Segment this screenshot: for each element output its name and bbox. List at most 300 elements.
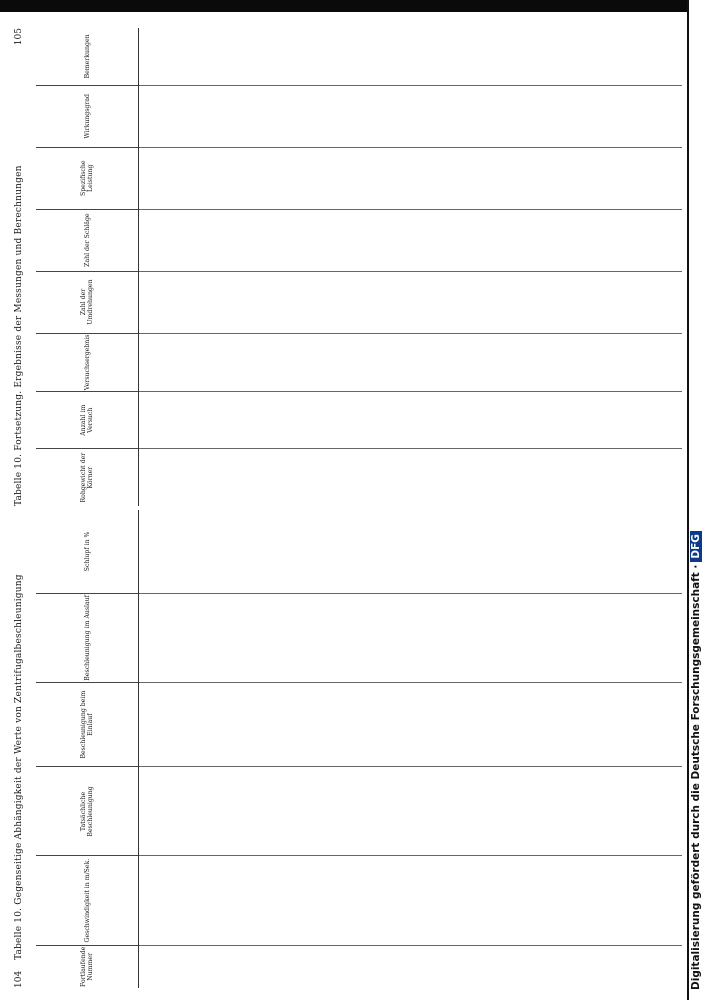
left-table xyxy=(36,510,682,988)
table-cell xyxy=(271,271,286,333)
table-cell xyxy=(608,85,623,147)
table-cell xyxy=(638,767,653,856)
table-cell xyxy=(417,271,432,333)
table-cell xyxy=(491,767,506,856)
table-cell xyxy=(447,682,462,767)
table-cell xyxy=(154,767,169,856)
table-cell xyxy=(212,28,227,85)
table-cell xyxy=(227,945,242,988)
table-row xyxy=(491,510,506,988)
left-running-head: Tabelle 10. Gegenseitige Abhängigkeit der Werte von Zentrifugalbeschleunigung xyxy=(14,574,24,960)
table-cell xyxy=(564,147,579,209)
table-cell xyxy=(301,682,316,767)
table-cell xyxy=(389,449,404,506)
table-row xyxy=(198,510,213,988)
table-cell xyxy=(638,682,653,767)
table-cell xyxy=(183,271,198,333)
table-row xyxy=(403,510,417,988)
table-cell xyxy=(403,682,417,767)
table-cell xyxy=(550,767,565,856)
table-cell xyxy=(271,593,286,682)
table-cell xyxy=(491,449,506,506)
table-cell xyxy=(638,147,653,209)
table-cell xyxy=(154,449,169,506)
table-cell xyxy=(345,856,360,945)
table-row xyxy=(330,28,345,506)
table-cell xyxy=(564,449,579,506)
right-header-8: Bemerkungen xyxy=(36,28,139,85)
table-cell xyxy=(198,271,213,333)
table-cell xyxy=(594,147,609,209)
table-cell xyxy=(594,593,609,682)
table-cell xyxy=(242,449,257,506)
table-cell xyxy=(286,392,301,449)
table-cell xyxy=(417,767,432,856)
table-cell xyxy=(476,147,491,209)
table-cell xyxy=(168,333,183,392)
table-cell xyxy=(139,271,154,333)
table-cell xyxy=(389,510,404,593)
table-row xyxy=(476,28,491,506)
table-cell xyxy=(638,945,653,988)
table-cell xyxy=(638,271,653,333)
table-cell xyxy=(168,271,183,333)
table-cell xyxy=(154,333,169,392)
left-header-3: Tatsächliche Beschleunigung xyxy=(36,767,139,856)
table-cell xyxy=(403,271,417,333)
table-cell xyxy=(257,28,272,85)
table-cell xyxy=(198,85,213,147)
table-row xyxy=(638,28,653,506)
table-cell xyxy=(652,856,667,945)
table-cell xyxy=(506,510,521,593)
table-cell xyxy=(667,28,682,85)
table-cell xyxy=(506,271,521,333)
table-cell xyxy=(432,593,447,682)
table-row xyxy=(271,28,286,506)
table-cell xyxy=(301,28,316,85)
right-page xyxy=(8,28,688,506)
table-cell xyxy=(638,510,653,593)
table-cell xyxy=(579,945,594,988)
table-cell xyxy=(550,945,565,988)
table-cell xyxy=(667,85,682,147)
table-cell xyxy=(417,85,432,147)
table-cell xyxy=(417,209,432,271)
table-cell xyxy=(447,449,462,506)
table-cell xyxy=(359,593,374,682)
table-cell xyxy=(374,147,389,209)
table-cell xyxy=(461,333,476,392)
table-cell xyxy=(168,593,183,682)
table-cell xyxy=(550,147,565,209)
table-cell xyxy=(330,392,345,449)
table-cell xyxy=(594,85,609,147)
table-cell xyxy=(506,392,521,449)
table-cell xyxy=(447,767,462,856)
table-cell xyxy=(271,333,286,392)
table-cell xyxy=(506,767,521,856)
table-cell xyxy=(623,449,638,506)
table-cell xyxy=(359,767,374,856)
table-cell xyxy=(139,209,154,271)
table-cell xyxy=(168,510,183,593)
table-cell xyxy=(271,856,286,945)
table-cell xyxy=(315,333,330,392)
table-cell xyxy=(242,510,257,593)
table-row xyxy=(168,510,183,988)
table-cell xyxy=(476,85,491,147)
table-cell xyxy=(315,593,330,682)
left-header-5: Beschleunigung im Auslauf xyxy=(36,593,139,682)
table-cell xyxy=(183,392,198,449)
table-cell xyxy=(461,510,476,593)
table-cell xyxy=(550,392,565,449)
table-cell xyxy=(154,682,169,767)
table-cell xyxy=(652,333,667,392)
table-cell xyxy=(286,271,301,333)
table-cell xyxy=(667,593,682,682)
table-cell xyxy=(564,945,579,988)
table-cell xyxy=(286,945,301,988)
table-row xyxy=(652,28,667,506)
table-cell xyxy=(403,147,417,209)
table-cell xyxy=(564,392,579,449)
table-cell xyxy=(579,593,594,682)
table-cell xyxy=(345,945,360,988)
table-cell xyxy=(417,392,432,449)
table-cell xyxy=(520,510,535,593)
table-cell xyxy=(550,856,565,945)
table-cell xyxy=(623,85,638,147)
table-cell xyxy=(330,271,345,333)
table-cell xyxy=(403,767,417,856)
table-cell xyxy=(447,856,462,945)
table-cell xyxy=(550,449,565,506)
table-cell xyxy=(257,392,272,449)
table-row xyxy=(667,510,682,988)
table-cell xyxy=(417,593,432,682)
table-cell xyxy=(286,856,301,945)
table-row xyxy=(403,28,417,506)
table-cell xyxy=(417,28,432,85)
table-cell xyxy=(212,209,227,271)
table-cell xyxy=(667,945,682,988)
table-cell xyxy=(447,85,462,147)
table-cell xyxy=(374,593,389,682)
table-row xyxy=(520,28,535,506)
table-cell xyxy=(389,28,404,85)
table-cell xyxy=(623,682,638,767)
right-header-7: Wirkungsgrad xyxy=(36,85,139,147)
scanned-spread xyxy=(8,28,688,988)
table-row xyxy=(212,510,227,988)
table-cell xyxy=(579,147,594,209)
table-cell xyxy=(638,209,653,271)
table-row xyxy=(345,510,360,988)
table-cell xyxy=(594,271,609,333)
right-header-3: Versuchsergebnis xyxy=(36,333,139,392)
table-cell xyxy=(447,392,462,449)
table-row xyxy=(257,28,272,506)
table-cell xyxy=(271,510,286,593)
table-cell xyxy=(432,449,447,506)
table-row xyxy=(139,510,154,988)
table-cell xyxy=(374,85,389,147)
table-cell xyxy=(491,510,506,593)
table-cell xyxy=(652,449,667,506)
table-row xyxy=(374,510,389,988)
table-cell xyxy=(271,945,286,988)
table-cell xyxy=(506,147,521,209)
table-cell xyxy=(447,28,462,85)
table-cell xyxy=(461,449,476,506)
table-cell xyxy=(417,856,432,945)
right-header-5: Zahl der Schläge xyxy=(36,209,139,271)
right-table-body xyxy=(139,28,682,506)
table-cell xyxy=(491,28,506,85)
table-cell xyxy=(374,271,389,333)
table-cell xyxy=(506,28,521,85)
table-row xyxy=(417,510,432,988)
table-cell xyxy=(623,767,638,856)
table-cell xyxy=(608,271,623,333)
table-row xyxy=(594,510,609,988)
table-cell xyxy=(227,85,242,147)
table-cell xyxy=(257,682,272,767)
table-cell xyxy=(227,856,242,945)
table-row xyxy=(271,510,286,988)
table-cell xyxy=(461,28,476,85)
table-cell xyxy=(579,767,594,856)
table-cell xyxy=(139,449,154,506)
table-cell xyxy=(564,28,579,85)
table-cell xyxy=(257,945,272,988)
table-cell xyxy=(212,392,227,449)
table-cell xyxy=(227,209,242,271)
table-cell xyxy=(139,856,154,945)
table-cell xyxy=(579,682,594,767)
table-row xyxy=(227,28,242,506)
table-cell xyxy=(564,209,579,271)
table-cell xyxy=(286,333,301,392)
right-table xyxy=(36,28,682,506)
table-row xyxy=(417,28,432,506)
table-cell xyxy=(345,449,360,506)
table-cell xyxy=(301,147,316,209)
table-cell xyxy=(257,767,272,856)
table-cell xyxy=(315,449,330,506)
table-cell xyxy=(242,767,257,856)
table-cell xyxy=(242,85,257,147)
table-cell xyxy=(183,449,198,506)
table-cell xyxy=(345,767,360,856)
table-cell xyxy=(198,682,213,767)
table-cell xyxy=(652,510,667,593)
table-cell xyxy=(154,147,169,209)
table-cell xyxy=(154,593,169,682)
table-row xyxy=(359,510,374,988)
table-cell xyxy=(550,271,565,333)
table-row xyxy=(608,28,623,506)
table-cell xyxy=(330,945,345,988)
table-cell xyxy=(227,147,242,209)
table-cell xyxy=(638,449,653,506)
table-cell xyxy=(301,333,316,392)
table-cell xyxy=(652,28,667,85)
table-row xyxy=(286,510,301,988)
table-cell xyxy=(374,449,389,506)
table-cell xyxy=(168,682,183,767)
table-cell xyxy=(315,85,330,147)
table-cell xyxy=(491,147,506,209)
table-cell xyxy=(242,682,257,767)
table-cell xyxy=(417,333,432,392)
table-cell xyxy=(168,85,183,147)
table-cell xyxy=(506,945,521,988)
table-cell xyxy=(198,209,213,271)
table-cell xyxy=(476,28,491,85)
table-cell xyxy=(432,271,447,333)
table-cell xyxy=(461,682,476,767)
table-row xyxy=(139,28,154,506)
table-cell xyxy=(271,392,286,449)
table-row xyxy=(432,28,447,506)
table-cell xyxy=(476,510,491,593)
table-cell xyxy=(315,28,330,85)
table-row xyxy=(550,28,565,506)
table-cell xyxy=(447,209,462,271)
table-cell xyxy=(417,147,432,209)
table-cell xyxy=(579,209,594,271)
table-cell xyxy=(535,333,550,392)
table-cell xyxy=(491,856,506,945)
table-cell xyxy=(389,209,404,271)
table-cell xyxy=(389,333,404,392)
table-cell xyxy=(139,147,154,209)
table-cell xyxy=(257,85,272,147)
table-cell xyxy=(330,593,345,682)
table-cell xyxy=(594,510,609,593)
table-cell xyxy=(359,449,374,506)
table-cell xyxy=(183,510,198,593)
table-cell xyxy=(403,85,417,147)
table-cell xyxy=(638,85,653,147)
table-cell xyxy=(345,147,360,209)
table-cell xyxy=(579,85,594,147)
table-cell xyxy=(579,856,594,945)
table-cell xyxy=(403,28,417,85)
table-cell xyxy=(535,28,550,85)
table-cell xyxy=(403,333,417,392)
table-cell xyxy=(374,392,389,449)
table-row xyxy=(579,28,594,506)
table-cell xyxy=(271,682,286,767)
table-cell xyxy=(608,28,623,85)
table-cell xyxy=(374,333,389,392)
table-cell xyxy=(315,271,330,333)
table-cell xyxy=(520,85,535,147)
table-cell xyxy=(301,945,316,988)
left-header-6: Schlupf in % xyxy=(36,510,139,593)
table-cell xyxy=(608,856,623,945)
table-row xyxy=(506,28,521,506)
table-cell xyxy=(520,767,535,856)
right-header-6: Spezifische Leistung xyxy=(36,147,139,209)
table-cell xyxy=(227,593,242,682)
table-cell xyxy=(432,333,447,392)
table-row xyxy=(506,510,521,988)
table-cell xyxy=(271,209,286,271)
table-cell xyxy=(579,271,594,333)
table-cell xyxy=(301,856,316,945)
table-row xyxy=(550,510,565,988)
table-cell xyxy=(242,333,257,392)
table-cell xyxy=(315,510,330,593)
table-row xyxy=(198,28,213,506)
table-cell xyxy=(638,28,653,85)
table-cell xyxy=(198,392,213,449)
table-cell xyxy=(198,510,213,593)
table-cell xyxy=(301,209,316,271)
table-cell xyxy=(301,85,316,147)
table-cell xyxy=(359,682,374,767)
table-cell xyxy=(389,767,404,856)
table-row xyxy=(154,28,169,506)
table-cell xyxy=(417,682,432,767)
table-cell xyxy=(535,945,550,988)
table-cell xyxy=(623,945,638,988)
table-cell xyxy=(359,510,374,593)
table-cell xyxy=(242,945,257,988)
table-cell xyxy=(183,945,198,988)
table-cell xyxy=(345,85,360,147)
table-cell xyxy=(667,271,682,333)
table-cell xyxy=(403,945,417,988)
table-cell xyxy=(257,333,272,392)
table-cell xyxy=(359,28,374,85)
table-row xyxy=(535,28,550,506)
table-cell xyxy=(139,333,154,392)
table-cell xyxy=(564,856,579,945)
table-cell xyxy=(330,28,345,85)
table-cell xyxy=(491,271,506,333)
table-cell xyxy=(330,767,345,856)
table-row xyxy=(315,510,330,988)
table-cell xyxy=(403,392,417,449)
table-cell xyxy=(476,209,491,271)
table-cell xyxy=(359,209,374,271)
table-cell xyxy=(476,333,491,392)
table-cell xyxy=(212,85,227,147)
table-cell xyxy=(389,271,404,333)
table-row xyxy=(389,510,404,988)
table-cell xyxy=(286,767,301,856)
table-cell xyxy=(257,449,272,506)
table-cell xyxy=(198,449,213,506)
table-cell xyxy=(403,593,417,682)
table-row xyxy=(579,510,594,988)
table-cell xyxy=(286,510,301,593)
table-cell xyxy=(461,593,476,682)
table-cell xyxy=(183,209,198,271)
table-cell xyxy=(608,593,623,682)
table-cell xyxy=(535,593,550,682)
table-cell xyxy=(594,392,609,449)
table-cell xyxy=(579,333,594,392)
table-cell xyxy=(198,147,213,209)
left-header-2: Geschwindigkeit in m/Sek. xyxy=(36,856,139,945)
